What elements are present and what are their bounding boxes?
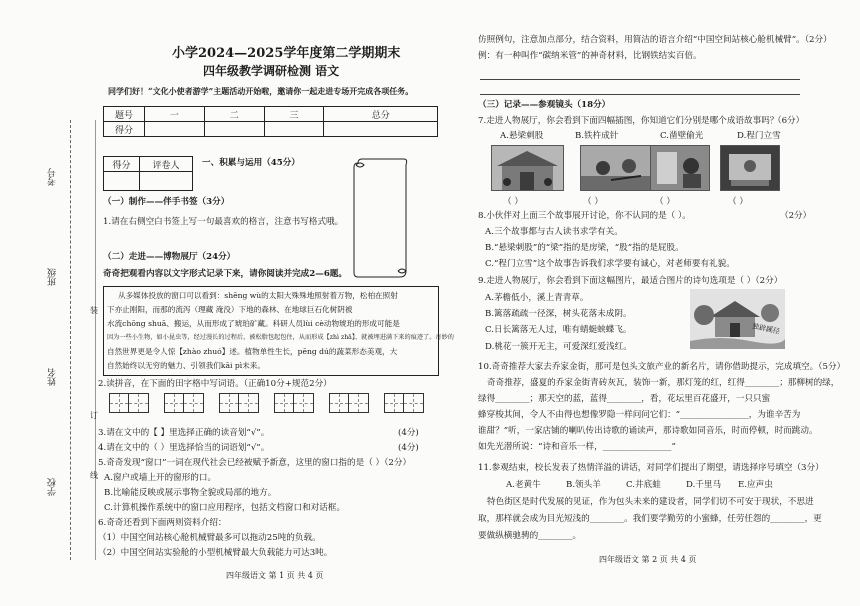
part-2-intro: 奇奇把观看内容以文字形式记录下来，请你阅读并完成2—6题。 xyxy=(103,269,347,279)
tianzi-group-5[interactable] xyxy=(329,393,369,413)
q9-option-c: C.日长篱落无人过，唯有蜻蜓蛱蝶飞。 xyxy=(485,325,632,335)
tianzi-group-6[interactable] xyxy=(384,393,424,413)
q7-option-d: D.程门立雪 xyxy=(737,131,781,141)
tianzi-group-3[interactable] xyxy=(219,393,259,413)
question-6-item-2: （2）中国空间站实验舱的小型机械臂最大负载能力可达3吨。 xyxy=(98,548,333,558)
question-1: 1.请在右侧空白书签上写一句最喜欢的格言，注意书写格式哦。 xyxy=(103,217,344,227)
q11-line-3: 要做纵横驰骋的________。 xyxy=(478,531,582,541)
illustration-wall-light xyxy=(650,145,710,191)
q11-option-b: B.领头羊 xyxy=(566,480,601,490)
side-label-name: 姓名 xyxy=(48,368,58,386)
q11-option-e: E.应声虫 xyxy=(738,480,773,490)
score-cell-1[interactable] xyxy=(145,122,205,137)
question-3: 3.请在文中的【 】里选择正确的读音划“√”。 xyxy=(98,428,270,438)
q8-option-a: A.三个故事都与古人读书求学有关。 xyxy=(485,227,623,237)
question-4: 4.请在文中的（ ）里选择恰当的词语划“√”。 xyxy=(98,443,270,453)
passage-line-6: 自然始终以无穷的魅力、引领我们kāi pì未来。 xyxy=(107,361,265,370)
question-7: 7.走进人物展厅，你会看到下面四幅插图，你知道它们分别是哪个成语故事吗？ xyxy=(478,116,779,126)
score-table xyxy=(103,106,438,137)
q10-line-1: 奇奇推荐，盛夏的乔家金街青砖灰瓦，装饰一新，那灯笼的红，红得________；那柳树的绿， xyxy=(487,378,840,388)
question-10: 10.奇奇推荐大家去乔家金街，那可是包头文旅产业的新名片，请你借助提示，完成填空。（5分） xyxy=(478,362,846,372)
question-6: 6.奇奇还看到下面两则资料介绍： xyxy=(98,518,227,528)
q11-option-a: A.老黄牛 xyxy=(506,480,541,490)
q7-option-a: A.悬梁刺股 xyxy=(500,131,544,141)
q10-line-3: 蜂穿梭其间，令人不由得也想像罗隐一样问问它们：“________________，为谁辛苦为 xyxy=(478,410,801,420)
side-label-school: 学校 xyxy=(48,478,58,496)
reviewer-table xyxy=(103,156,193,191)
score-header-1: 一 xyxy=(145,107,205,122)
page-subtitle: 四年级教学调研检测 语文 xyxy=(203,64,340,78)
q9-option-d: D.桃花一簇开无主，可爱深红爱浅红。 xyxy=(485,342,632,352)
passage-line-1: 从多媒体投放的窗口可以看到：shēng wù的太阳大殊殊地照射着万物，松柏在照射 xyxy=(118,291,398,300)
passage-box xyxy=(103,286,454,376)
section-1-heading: 一、积累与运用（45分） xyxy=(202,158,300,168)
passage-line-4: 因为一些小生物，如小昆虫等，经过漫长的过程后，被松脂包起包住，从而形成【zhì zhā】、就被埋进满下来的痕迹了。奇妙的 xyxy=(107,334,454,341)
tianzi-group-4[interactable] xyxy=(274,393,314,413)
score-row-label: 得分 xyxy=(104,122,145,137)
q7-bracket-4[interactable]: （ ） xyxy=(728,197,748,207)
question-9: 9.走进人物展厅，你会看到下面这幅图片，最适合图片的诗句选项是（ ）（2分） xyxy=(478,276,783,286)
part-2-title: （二）走进——博物展厅（24分） xyxy=(103,252,236,262)
page-title: 小学2024—2025学年度第二学期期末 xyxy=(172,46,401,61)
question-5-option-a: A.窗户或墙上开的窗形的口。 xyxy=(104,473,217,483)
question-6-item-1: （1）中国空间站核心舱机械臂最多可以拖动25吨的负载。 xyxy=(98,533,321,543)
question-2: 2.读拼音，在下面的田字格中写词语。（正确10分+规范2分） xyxy=(98,379,332,389)
illustration-grinding-rod xyxy=(580,145,653,191)
tianzi-group-2[interactable] xyxy=(164,393,204,413)
q9-option-a: A.茅檐低小，溪上青青草。 xyxy=(485,293,589,303)
reviewer-score-label: 得分 xyxy=(104,157,140,172)
question-5-option-c: C.计算机操作系统中的窗口应用程序，包括文档窗口和对话框。 xyxy=(104,503,346,513)
q7-bracket-3[interactable]: （ ） xyxy=(655,197,675,207)
binding-line xyxy=(70,120,71,560)
q7-bracket-2[interactable]: （ ） xyxy=(583,197,603,207)
score-cell-3[interactable] xyxy=(264,122,324,137)
answer-line-2[interactable] xyxy=(480,94,800,95)
question-4-score: (4分) xyxy=(398,443,419,453)
q7-bracket-1[interactable]: （ ） xyxy=(503,197,523,207)
side-label-exam-no: 考号 xyxy=(48,168,58,186)
q8-option-c: C.“程门立雪”这个故事告诉我们求学要有诚心，对老师要有礼貌。 xyxy=(485,259,735,269)
right-page-footer: 四年级语文 第 2 页 共 4 页 xyxy=(599,555,697,564)
left-page-footer: 四年级语文 第 1 页 共 4 页 xyxy=(226,571,324,580)
question-5: 5.奇奇发现“窗口”一词在现代社会已经被赋予新意，这里的窗口指的是（ ）（2分） xyxy=(98,458,412,468)
score-header-label: 题号 xyxy=(104,107,145,122)
q11-line-2: 取，那样就会成为目光短浅的________。我们要学勤劳的小蜜蜂，任劳任怨的________，更 xyxy=(478,514,822,524)
illustration-caption: 独辟蹊径 xyxy=(751,322,781,336)
score-cell-2[interactable] xyxy=(204,122,264,137)
score-cell-total[interactable] xyxy=(324,122,438,137)
part-1-title: （一）制作——伴手书签（3分） xyxy=(103,197,230,207)
q8-option-b: B.“悬梁刺股”的“梁”指的是房梁，“股”指的是屁股。 xyxy=(485,243,684,253)
q11-line-1: 特色街区是时代发展的见证，作为包头未来的建设者，同学们切不可安于现状，不思进 xyxy=(487,497,814,507)
q11-option-d: D.千里马 xyxy=(686,480,722,490)
question-3-score: (4分) xyxy=(398,428,419,438)
question-8: 8.小伙伴对上面三个故事展开讨论，你不认同的是（ ）。 xyxy=(478,211,691,221)
illustration-village-house xyxy=(690,289,785,349)
q7-option-c: C.凿壁偷光 xyxy=(660,131,704,141)
q10-line-2: 绿得________；那天空的蓝，蓝得________，看，花坛里百花盛开，一只只蜜 xyxy=(478,394,771,404)
seal-mark-3: 线 xyxy=(90,471,98,480)
q7-option-b: B.铁杵成针 xyxy=(575,131,619,141)
bookmark-scroll[interactable] xyxy=(352,157,410,279)
q9-option-b: B.篱落疏疏一径深，树头花落未成阴。 xyxy=(485,309,632,319)
reviewer-name-cell[interactable] xyxy=(139,172,192,191)
question-5-option-b: B.比喻能反映或展示事物全貌或局部的地方。 xyxy=(104,488,277,498)
q10-line-4: 谁甜？”听，一家店铺的喇叭传出诗歌的诵读声，那诗歌如同音乐，时而停顿，时而跳动。 xyxy=(478,426,818,436)
q10-line-5: 如先光潜所说：“诗和音乐一样，________________” xyxy=(478,442,676,452)
reviewer-score-cell[interactable] xyxy=(104,172,140,191)
greeting-text: 同学们好！“文化小使者游学”主题活动开始啦，邀请你一起走进专场开完成各项任务。 xyxy=(108,86,414,96)
q6-continued-instruction: 仿照例句，注意加点部分，结合资料，用简洁的语言介绍“中国空间站核心舱机械臂”。（2分） xyxy=(478,35,832,45)
binding-line-inner xyxy=(95,120,96,560)
question-8-score: （2分） xyxy=(780,211,812,221)
passage-line-3: 水流chōng shuā、搬运，从而形成了琥珀矿藏。科研人员lùi cè动物琥珀的形成可能是 xyxy=(107,319,400,328)
score-header-3: 三 xyxy=(264,107,324,122)
seal-mark-1: 装 xyxy=(90,306,98,315)
score-header-total: 总分 xyxy=(324,107,438,122)
seal-mark-2: 订 xyxy=(90,411,98,420)
passage-line-2: 下亦止刚阳，而那的流泻（理藏 淹没）下地的森林、在地球巨石化树阴被 xyxy=(107,305,353,314)
reviewer-name-label: 评卷人 xyxy=(139,157,192,172)
side-label-class: 班级 xyxy=(48,268,58,286)
q11-option-c: C.井底蛙 xyxy=(626,480,661,490)
answer-line-1[interactable] xyxy=(480,79,800,80)
question-11: 11.参观结束，校长发表了热情洋溢的讲话，对同学们提出了期望，请选择序号填空（3分） xyxy=(478,463,824,473)
passage-line-5: 自然世界更是令人惊【zhào zhuó】述。植物单性生长，pēng dú的蔬菜形态美观，大 xyxy=(107,347,398,356)
q6-example: 例：有一种叫作“碳纳米管”的神奇材料，比钢铁结实百倍。 xyxy=(478,51,702,61)
illustration-study-room xyxy=(720,145,780,191)
score-header-2: 二 xyxy=(204,107,264,122)
question-7-score: （6分） xyxy=(773,116,805,126)
illustration-snow-gate xyxy=(491,145,564,191)
tianzi-group-1[interactable] xyxy=(109,393,149,413)
section-3-heading: （三）记录——参观镜头（18分） xyxy=(478,100,611,110)
